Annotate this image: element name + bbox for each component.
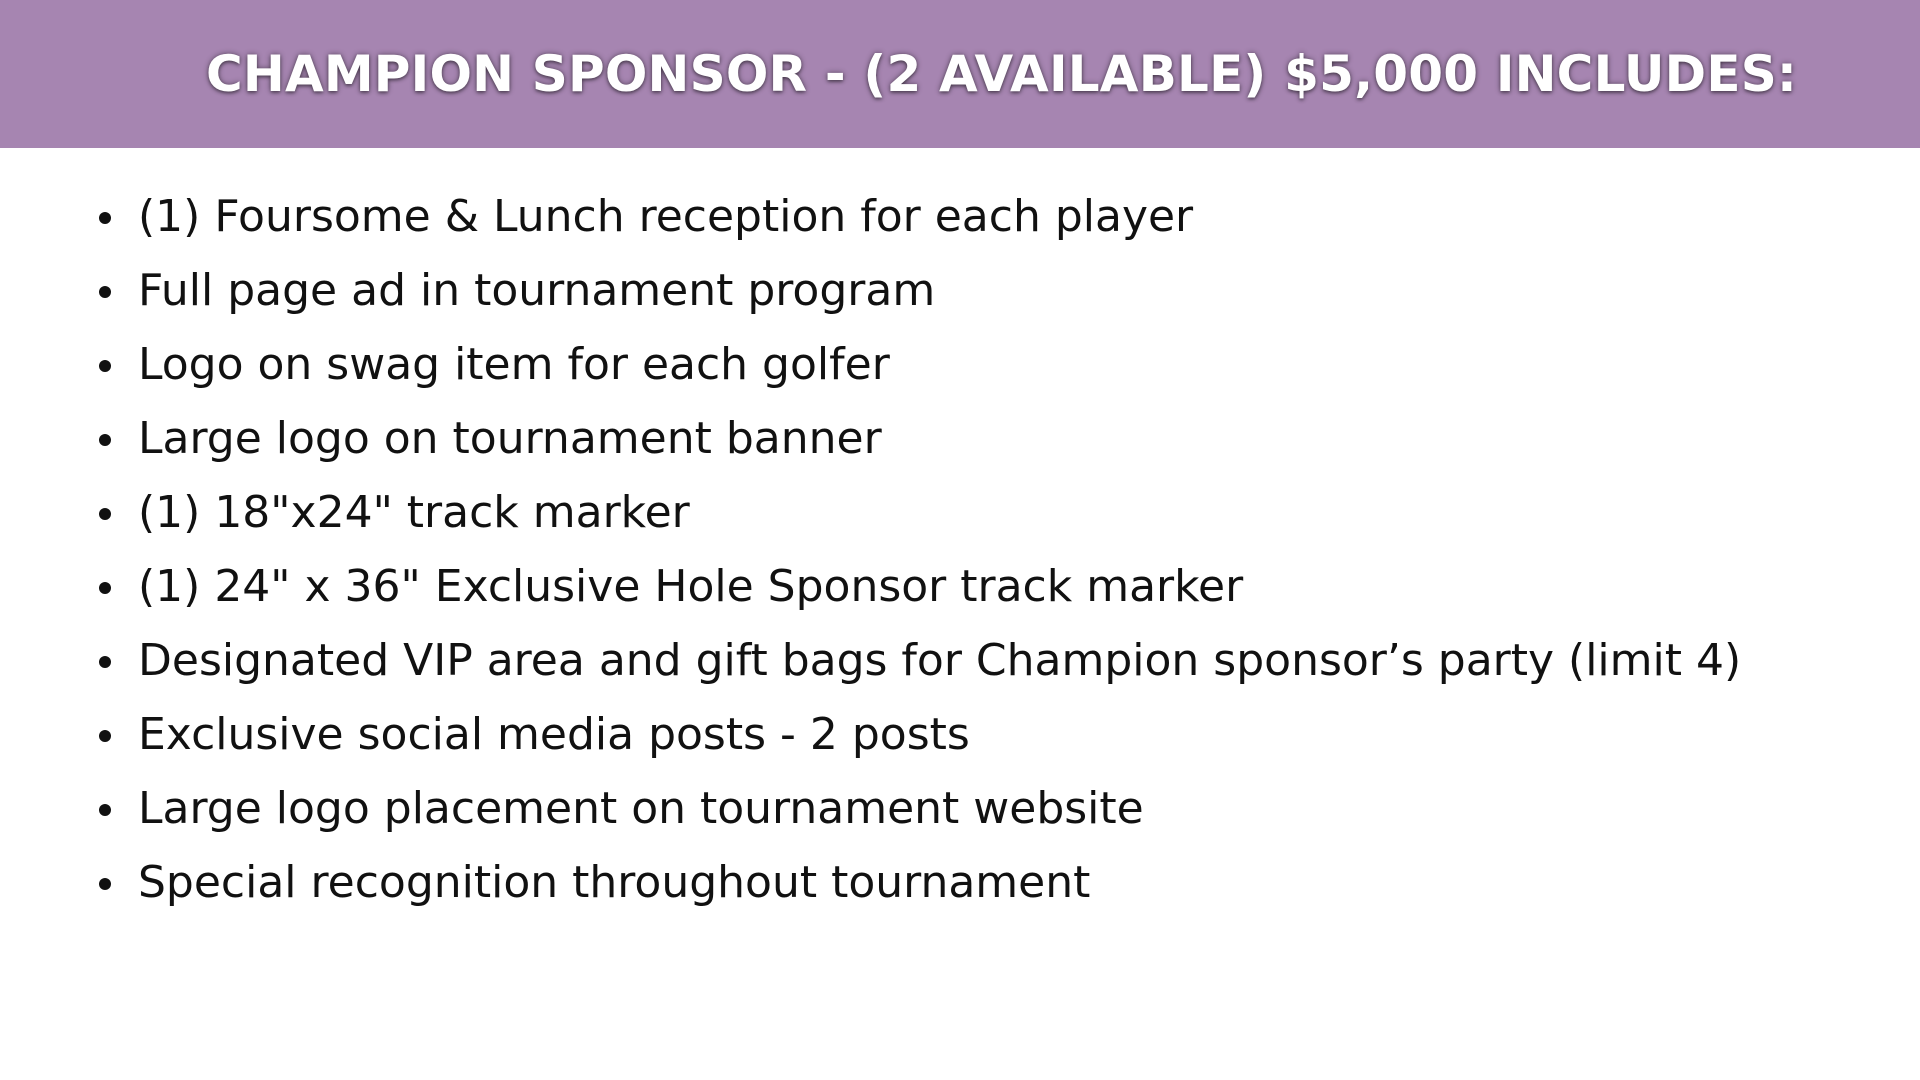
bullet-icon xyxy=(99,730,111,742)
bullet-icon xyxy=(99,508,111,520)
bullet-icon xyxy=(99,360,111,372)
bullet-icon xyxy=(99,656,111,668)
bullet-icon xyxy=(99,434,111,446)
benefit-item xyxy=(92,772,1872,846)
benefit-item xyxy=(92,476,1872,550)
benefit-item xyxy=(92,550,1872,624)
benefit-text: Full page ad in tournament program xyxy=(138,265,936,316)
header-banner xyxy=(0,0,1920,148)
benefit-text: Exclusive social media posts - 2 posts xyxy=(138,709,970,760)
benefit-text: Large logo on tournament banner xyxy=(138,413,882,464)
benefit-item xyxy=(92,328,1872,402)
benefit-text: Designated VIP area and gift bags for Champion sponsor’s party (limit 4) xyxy=(138,635,1742,686)
benefit-text: Logo on swag item for each golfer xyxy=(138,339,890,390)
bullet-icon xyxy=(99,286,111,298)
bullet-icon xyxy=(99,804,111,816)
benefit-text: (1) Foursome & Lunch reception for each player xyxy=(138,191,1194,242)
benefit-item xyxy=(92,846,1872,920)
benefit-text: (1) 18"x24" track marker xyxy=(138,487,690,538)
benefit-item xyxy=(92,180,1872,254)
benefit-text: Large logo placement on tournament website xyxy=(138,783,1144,834)
benefits-list xyxy=(92,180,1872,920)
benefit-item xyxy=(92,624,1872,698)
bullet-icon xyxy=(99,582,111,594)
benefit-item xyxy=(92,402,1872,476)
benefit-text: (1) 24" x 36" Exclusive Hole Sponsor track marker xyxy=(138,561,1244,612)
bullet-icon xyxy=(99,212,111,224)
benefit-item xyxy=(92,698,1872,772)
bullet-icon xyxy=(99,878,111,890)
banner-title: CHAMPION SPONSOR - (2 AVAILABLE) $5,000 INCLUDES: xyxy=(206,45,1798,103)
benefit-text: Special recognition throughout tournament xyxy=(138,857,1091,908)
benefit-item xyxy=(92,254,1872,328)
